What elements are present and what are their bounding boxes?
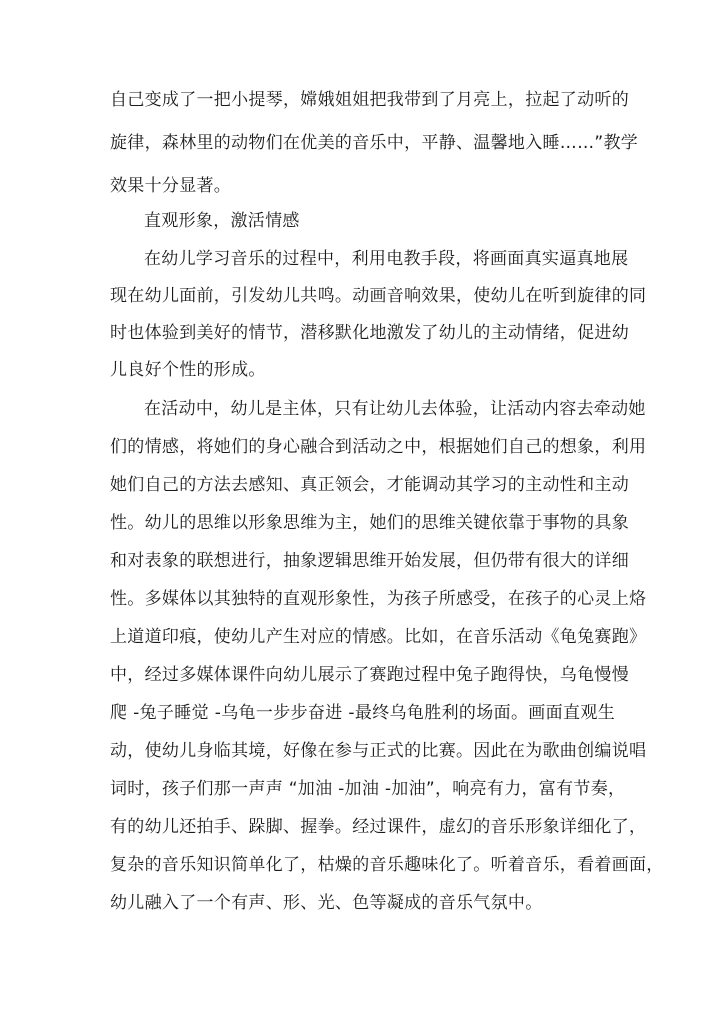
text-line: 性。幼儿的思维以形象思维为主，她们的思维关键依靠于事物的具象 (110, 513, 629, 533)
text-line: 幼儿融入了一个有声、形、光、色等凝成的音乐气氛中。 (110, 893, 543, 913)
text-line: 复杂的音乐知识简单化了，枯燥的音乐趣味化了。听着音乐，看着画面， (110, 855, 664, 875)
text-line: 在幼儿学习音乐的过程中，利用电教手段，将画面真实逼真地展 (144, 249, 629, 269)
text-line: 自己变成了一把小提琴，嫦娥姐姐把我带到了月亮上，拉起了动听的 (110, 90, 629, 110)
text-line: 儿良好个性的形成。 (110, 360, 266, 380)
text-line: 现在幼儿面前，引发幼儿共鸣。动画音响效果，使幼儿在听到旋律的同 (110, 286, 647, 306)
text-line: 效果十分显著。 (110, 176, 232, 196)
text-line: 时也体验到美好的情节，潜移默化地激发了幼儿的主动情绪，促进幼 (110, 323, 629, 343)
text-line: 动，使幼儿身临其境，好像在参与正式的比赛。因此在为歌曲创编说唱 (110, 741, 647, 761)
text-line: 她们自己的方法去感知、真正领会，才能调动其学习的主动性和主动 (110, 475, 629, 495)
text-line: 性。多媒体以其独特的直观形象性，为孩子所感受，在孩子的心灵上烙 (110, 589, 647, 609)
text-line: 旋律，森林里的动物们在优美的音乐中，平静、温馨地入睡……”教学 (110, 133, 639, 153)
text-line: 爬 -兔子睡觉 -乌龟一步步奋进 -最终乌龟胜利的场面。画面直观生 (110, 703, 615, 723)
section-heading: 直观形象，激活情感 (144, 211, 300, 231)
text-line: 词时，孩子们那一声声 “加油 -加油 -加油”，响亮有力，富有节奏， (110, 779, 626, 799)
text-line: 有的幼儿还拍手、跺脚、握拳。经过课件，虚幻的音乐形象详细化了， (110, 817, 647, 837)
text-line: 们的情感，将她们的身心融合到活动之中，根据她们自己的想象，利用 (110, 437, 647, 457)
text-line: 中，经过多媒体课件向幼儿展示了赛跑过程中兔子跑得快，乌龟慢慢 (110, 665, 629, 685)
text-line: 上道道印痕，使幼儿产生对应的情感。比如，在音乐活动《龟兔赛跑》 (110, 627, 647, 647)
text-line: 和对表象的联想进行，抽象逻辑思维开始发展，但仍带有很大的详细 (110, 551, 629, 571)
text-line: 在活动中，幼儿是主体，只有让幼儿去体验，让活动内容去牵动她 (144, 399, 646, 419)
